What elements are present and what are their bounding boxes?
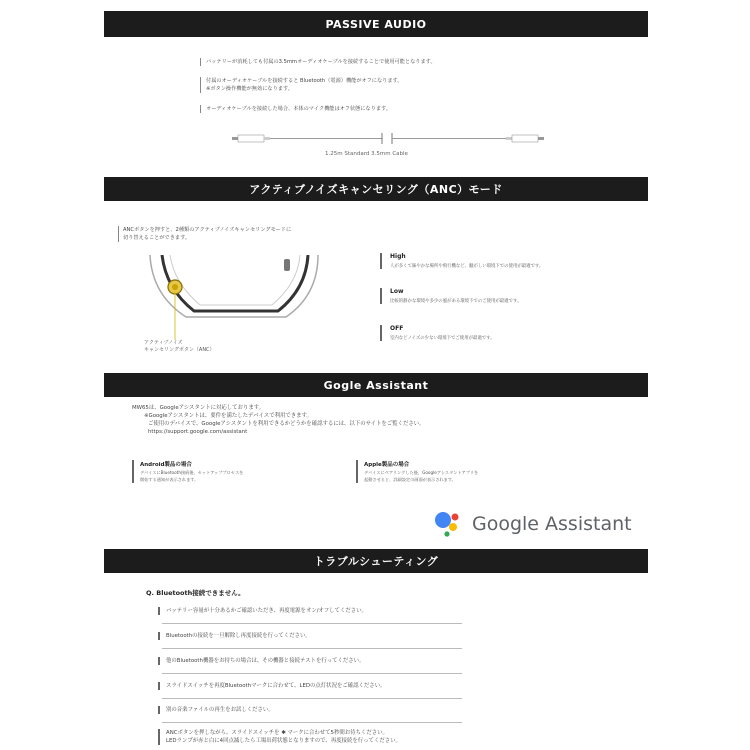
anc-header — [104, 177, 648, 201]
troubleshooting-header — [104, 549, 648, 573]
apple-title: Apple製品の場合 — [364, 462, 410, 468]
anc-mode-desc: 比較的静かな環境や多少の風がある環境下でのご使用が最適です。 — [390, 299, 522, 304]
anc-caption-line: アクティブノイズ — [144, 340, 183, 346]
troubleshooting-item-text: Bluetoothの接続を一旦解除し再度接続を行ってください。 — [166, 633, 311, 639]
assistant-header — [104, 373, 648, 397]
anc-intro-line: 切り替えることができます。 — [123, 235, 191, 241]
anc-title: アクティブノイズキャンセリング（ANC）モード — [249, 183, 503, 196]
passive-note-1 — [200, 58, 436, 66]
troubleshooting-item-text: 他のBluetooth機器をお持ちの場合は、その機器と接続テストを行ってください。 — [166, 658, 365, 664]
assistant-line: MW65は、Googleアシスタントに対応しております。 — [132, 405, 265, 411]
troubleshooting-item-text: スライドスイッチを再度Bluetoothマークに合わせて、LEDの点灯状況をご確認ください。 — [166, 683, 386, 689]
anc-button-caption — [144, 340, 215, 354]
google-assistant-icon — [434, 510, 464, 538]
anc-mode-name: Low — [390, 288, 404, 295]
assistant-line: ※Googleアシスタントは、要件を満たしたデバイスで利用できます。 — [144, 413, 312, 419]
passive-note-3 — [200, 105, 391, 113]
anc-pointer-line — [170, 292, 182, 340]
divider — [162, 623, 462, 624]
troubleshooting-item-text: 別の音楽ファイルの再生をお試しください。 — [166, 707, 274, 713]
android-title: Android製品の場合 — [140, 462, 192, 468]
google-assistant-logo-text: Google Assistant — [472, 513, 632, 535]
passive-note-text: バッテリーが消耗しても付属の3.5mmオーディオケーブルを接続することで使用可能となります。 — [206, 59, 436, 65]
troubleshooting-title: トラブルシューティング — [313, 555, 439, 568]
troubleshooting-item — [158, 632, 498, 640]
android-desc: デバイスにBluetooth接続後、セットアッププロセスを — [140, 470, 244, 475]
anc-mode-desc: 人が多くて賑やかな場所や飛行機など、騒がしい環境下での使用が最適です。 — [390, 264, 544, 269]
apple-desc: デバイスにペアリングした後、Googleアシスタントアプリを — [364, 470, 479, 475]
anc-caption-line: キャンセリングボタン（ANC） — [144, 347, 215, 353]
troubleshooting-item — [158, 682, 498, 690]
assistant-support-link[interactable]: https://support.google.com/assistant — [148, 429, 248, 435]
anc-mode-low — [380, 288, 521, 304]
troubleshooting-item — [158, 706, 498, 714]
passive-audio-title: PASSIVE AUDIO — [325, 17, 427, 31]
divider — [162, 698, 462, 699]
anc-mode-off — [380, 325, 495, 341]
troubleshooting-item — [158, 729, 498, 745]
google-assistant-logo — [434, 510, 632, 538]
anc-mode-name: OFF — [390, 325, 404, 332]
anc-intro — [118, 226, 291, 242]
apple-section — [356, 460, 478, 483]
divider — [162, 648, 462, 649]
audio-cable-illustration — [232, 132, 544, 146]
cable-label: 1.25m Standard 3.5mm Cable — [325, 151, 408, 157]
troubleshooting-item-text: ANCボタンを押しながら、スライドスイッチを ✱ マークに合わせて5秒間お待ちください。 — [166, 730, 388, 736]
assistant-line: ご使用のデバイスで、Googleアシスタントを利用できるかどうかを確認するには、以下のサイトをご覧ください。 — [148, 421, 425, 427]
troubleshooting-item — [158, 607, 498, 615]
troubleshooting-question: Q. Bluetooth接続できません。 — [146, 589, 245, 597]
anc-mode-name: High — [390, 253, 406, 260]
passive-note-text: ※ボタン操作機能が無効になります。 — [206, 86, 293, 92]
passive-note-text: オーディオケーブルを接続した場合、本体のマイク機能はオフ状態になります。 — [206, 106, 391, 112]
passive-note-2 — [200, 77, 402, 93]
android-section — [132, 460, 243, 483]
troubleshooting-item — [158, 657, 498, 665]
anc-mode-desc: 室内などノイズの少ない環境下でご使用が最適です。 — [390, 336, 495, 341]
anc-mode-high — [380, 253, 543, 269]
assistant-title: Gogle Assistant — [323, 378, 429, 392]
assistant-intro — [132, 404, 425, 436]
android-desc: 開始する通知が表示されます。 — [140, 476, 199, 482]
troubleshooting-item-text: LEDランプが赤と白に4回点滅したら工場出荷状態となりますので、再度接続を行ってください。 — [166, 738, 401, 744]
troubleshooting-item-text: バッテリー容量が十分あるかご確認いただき、再度電源をオン/オフしてください。 — [166, 608, 367, 614]
divider — [162, 673, 462, 674]
passive-note-text: 付属のオーディオケーブルを接続すると Bluetooth（電源）機能がオフになります。 — [206, 78, 403, 84]
apple-desc: 起動させると、詳細設定の画面が表示されます。 — [364, 476, 456, 482]
anc-intro-line: ANCボタンを押すと、2種類のアクティブノイズキャンセリングモードに — [123, 227, 292, 233]
divider — [162, 722, 462, 723]
passive-audio-header — [104, 11, 648, 37]
